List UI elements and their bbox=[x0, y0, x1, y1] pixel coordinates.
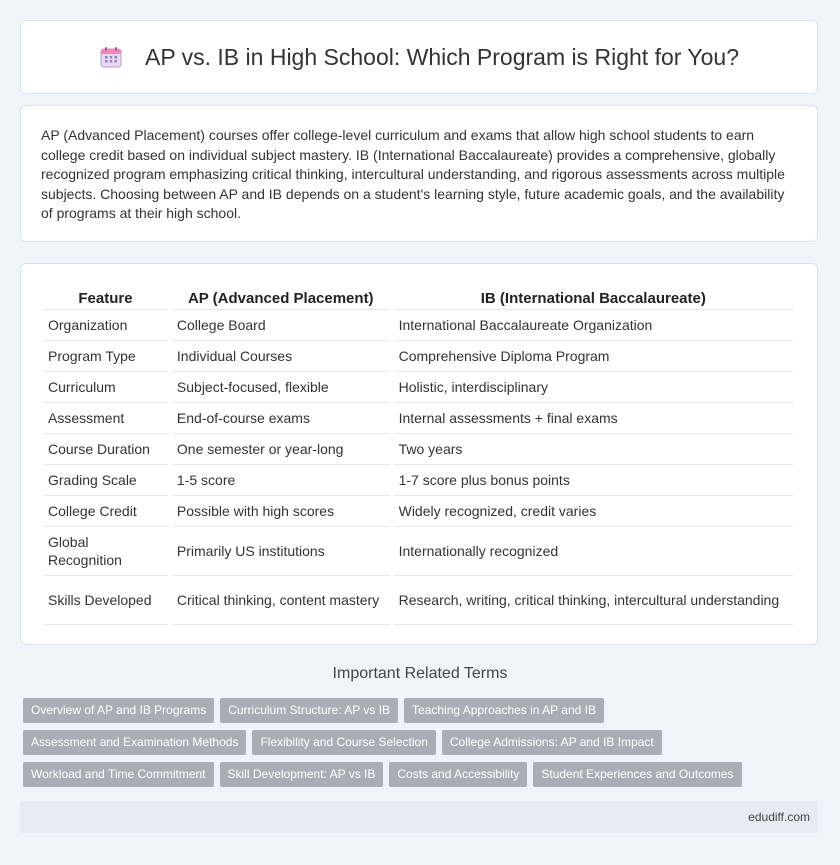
comparison-table bbox=[39, 288, 797, 625]
table-row bbox=[43, 576, 793, 625]
page-title bbox=[99, 44, 739, 71]
row-feature: Program Type bbox=[43, 341, 168, 372]
related-tag[interactable]: Curriculum Structure: AP vs IB bbox=[220, 698, 398, 723]
row-ap: End-of-course exams bbox=[172, 403, 390, 434]
row-ib: International Baccalaureate Organization bbox=[394, 310, 793, 341]
table-row bbox=[43, 496, 793, 527]
related-tag[interactable]: Skill Development: AP vs IB bbox=[220, 762, 384, 787]
related-tag[interactable]: Overview of AP and IB Programs bbox=[23, 698, 214, 723]
table-row bbox=[43, 527, 793, 576]
row-feature: College Credit bbox=[43, 496, 168, 527]
header-ib: IB (International Baccalaureate) bbox=[394, 288, 793, 310]
row-feature: Assessment bbox=[43, 403, 168, 434]
row-ib: Comprehensive Diploma Program bbox=[394, 341, 793, 372]
row-feature: Curriculum bbox=[43, 372, 168, 403]
row-ib: Internal assessments + final exams bbox=[394, 403, 793, 434]
footer bbox=[20, 801, 818, 833]
row-ib: Two years bbox=[394, 434, 793, 465]
related-tag[interactable]: Student Experiences and Outcomes bbox=[533, 762, 741, 787]
table-row bbox=[43, 403, 793, 434]
related-tag[interactable]: College Admissions: AP and IB Impact bbox=[442, 730, 662, 755]
table-row bbox=[43, 434, 793, 465]
related-terms-tags bbox=[23, 698, 823, 794]
related-tag[interactable]: Costs and Accessibility bbox=[389, 762, 527, 787]
row-ib: Widely recognized, credit varies bbox=[394, 496, 793, 527]
intro-card bbox=[20, 105, 818, 242]
table-row bbox=[43, 310, 793, 341]
row-feature: Organization bbox=[43, 310, 168, 341]
row-ap: Critical thinking, content mastery bbox=[172, 576, 390, 625]
calendar-icon bbox=[99, 45, 123, 69]
related-tag[interactable]: Teaching Approaches in AP and IB bbox=[404, 698, 604, 723]
row-ib: Holistic, interdisciplinary bbox=[394, 372, 793, 403]
row-feature: Skills Developed bbox=[43, 576, 168, 625]
row-ap: One semester or year-long bbox=[172, 434, 390, 465]
row-ib: 1-7 score plus bonus points bbox=[394, 465, 793, 496]
row-ap: Individual Courses bbox=[172, 341, 390, 372]
table-row bbox=[43, 372, 793, 403]
row-feature: Course Duration bbox=[43, 434, 168, 465]
row-ap: 1-5 score bbox=[172, 465, 390, 496]
row-feature: Grading Scale bbox=[43, 465, 168, 496]
related-tag[interactable]: Workload and Time Commitment bbox=[23, 762, 214, 787]
related-tag[interactable]: Flexibility and Course Selection bbox=[252, 730, 435, 755]
header-feature: Feature bbox=[43, 288, 168, 310]
row-ap: Possible with high scores bbox=[172, 496, 390, 527]
row-ib: Research, writing, critical thinking, intercultural understanding bbox=[394, 576, 793, 625]
header-ap: AP (Advanced Placement) bbox=[172, 288, 390, 310]
footer-site-link[interactable]: edudiff.com bbox=[748, 810, 810, 824]
related-terms-title: Important Related Terms bbox=[332, 665, 508, 682]
related-tag[interactable]: Assessment and Examination Methods bbox=[23, 730, 246, 755]
row-ap: Primarily US institutions bbox=[172, 527, 390, 576]
row-ib: Internationally recognized bbox=[394, 527, 793, 576]
comparison-table-card bbox=[20, 263, 818, 645]
row-feature: Global Recognition bbox=[43, 527, 168, 576]
row-ap: Subject-focused, flexible bbox=[172, 372, 390, 403]
table-row bbox=[43, 341, 793, 372]
table-header-row bbox=[43, 288, 793, 310]
row-ap: College Board bbox=[172, 310, 390, 341]
intro-text: AP (Advanced Placement) courses offer college-level curriculum and exams that allow high school students to earn college credit based on individual subject mastery. IB (International Baccalaureate) provides a comprehensive, globally recognized program emphasizing critical thinking, intercultural understanding, and rigorous assessments across multiple subjects. Choosing between AP and IB depends on a student's learning style, future academic goals, and the availability of programs at their high school. bbox=[41, 127, 785, 221]
title-card bbox=[20, 20, 818, 94]
page-title-text: AP vs. IB in High School: Which Program is Right for You? bbox=[144, 43, 740, 70]
table-row bbox=[43, 465, 793, 496]
